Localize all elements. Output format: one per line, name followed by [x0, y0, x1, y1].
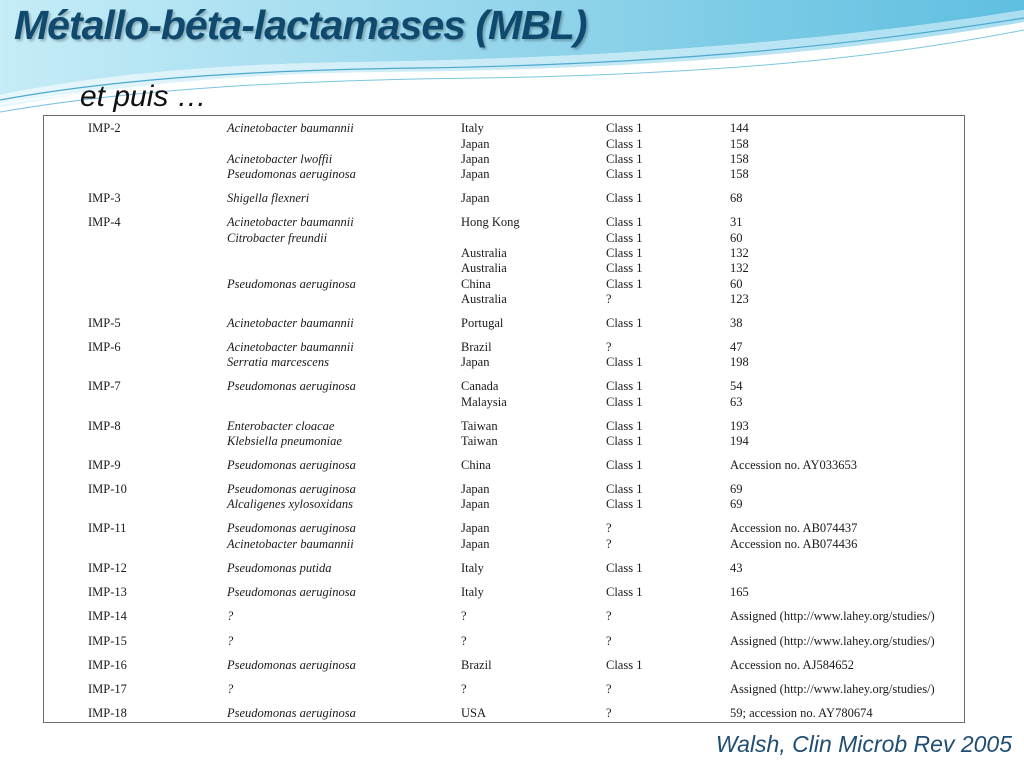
country-cell: Australia: [461, 292, 507, 306]
enzyme-cell: IMP-16: [88, 658, 127, 672]
table-row: [44, 418, 964, 434]
integron-cell: Class 1: [606, 355, 643, 369]
reference-cell: Accession no. AB074437: [730, 521, 858, 535]
country-cell: ?: [461, 634, 467, 648]
organism-cell: Pseudomonas aeruginosa: [227, 585, 356, 599]
table-row: [44, 315, 964, 331]
enzyme-cell: IMP-8: [88, 419, 121, 433]
table-row: [44, 260, 964, 276]
imp-table: [43, 115, 965, 723]
reference-cell: 31: [730, 215, 743, 229]
integron-cell: Class 1: [606, 246, 643, 260]
citation: Walsh, Clin Microb Rev 2005: [715, 731, 1012, 757]
country-cell: Malaysia: [461, 395, 507, 409]
integron-cell: Class 1: [606, 585, 643, 599]
table-row: [44, 560, 964, 576]
reference-cell: Accession no. AB074436: [730, 537, 858, 551]
integron-cell: Class 1: [606, 458, 643, 472]
table-row: [44, 433, 964, 449]
integron-cell: Class 1: [606, 152, 643, 166]
country-cell: Japan: [461, 191, 490, 205]
reference-cell: 69: [730, 482, 743, 496]
enzyme-cell: IMP-11: [88, 521, 127, 535]
table-row: [44, 496, 964, 512]
reference-cell: 144: [730, 121, 749, 135]
reference-cell: 47: [730, 340, 743, 354]
reference-cell: 54: [730, 379, 743, 393]
reference-cell: 59; accession no. AY780674: [730, 706, 873, 720]
organism-cell: Pseudomonas aeruginosa: [227, 277, 356, 291]
integron-cell: ?: [606, 537, 612, 551]
organism-cell: Klebsiella pneumoniae: [227, 434, 342, 448]
enzyme-cell: IMP-6: [88, 340, 121, 354]
enzyme-cell: IMP-9: [88, 458, 121, 472]
table-row: [44, 457, 964, 473]
organism-cell: Acinetobacter baumannii: [227, 215, 354, 229]
country-cell: Japan: [461, 521, 490, 535]
reference-cell: 194: [730, 434, 749, 448]
table-row: [44, 608, 964, 624]
enzyme-cell: IMP-15: [88, 634, 127, 648]
country-cell: ?: [461, 609, 467, 623]
organism-cell: ?: [227, 634, 234, 648]
integron-cell: Class 1: [606, 497, 643, 511]
country-cell: Canada: [461, 379, 499, 393]
table-row: [44, 190, 964, 206]
country-cell: USA: [461, 706, 487, 720]
country-cell: Portugal: [461, 316, 504, 330]
integron-cell: Class 1: [606, 121, 643, 135]
table-row: [44, 339, 964, 355]
enzyme-cell: IMP-10: [88, 482, 127, 496]
table-row: [44, 584, 964, 600]
integron-cell: Class 1: [606, 137, 643, 151]
table-row: [44, 136, 964, 152]
table-row: [44, 245, 964, 261]
country-cell: Taiwan: [461, 434, 498, 448]
organism-cell: Acinetobacter baumannii: [227, 316, 354, 330]
integron-cell: Class 1: [606, 482, 643, 496]
organism-cell: Pseudomonas aeruginosa: [227, 521, 356, 535]
organism-cell: ?: [227, 682, 234, 696]
integron-cell: Class 1: [606, 419, 643, 433]
enzyme-cell: IMP-4: [88, 215, 121, 229]
reference-cell: Assigned (http://www.lahey.org/studies/): [730, 682, 935, 696]
enzyme-cell: IMP-12: [88, 561, 127, 575]
enzyme-cell: IMP-18: [88, 706, 127, 720]
organism-cell: Acinetobacter baumannii: [227, 537, 354, 551]
slide-subtitle: et puis …: [80, 80, 207, 113]
integron-cell: Class 1: [606, 277, 643, 291]
enzyme-cell: IMP-7: [88, 379, 121, 393]
table-row: [44, 657, 964, 673]
reference-cell: 193: [730, 419, 749, 433]
integron-cell: ?: [606, 634, 612, 648]
organism-cell: ?: [227, 609, 234, 623]
country-cell: China: [461, 458, 491, 472]
table-row: [44, 536, 964, 552]
organism-cell: Alcaligenes xylosoxidans: [227, 497, 354, 511]
enzyme-cell: IMP-2: [88, 121, 121, 135]
organism-cell: Pseudomonas putida: [227, 561, 332, 575]
integron-cell: Class 1: [606, 215, 643, 229]
organism-cell: Pseudomonas aeruginosa: [227, 482, 356, 496]
country-cell: China: [461, 277, 491, 291]
table-row: [44, 166, 964, 182]
integron-cell: Class 1: [606, 316, 643, 330]
organism-cell: Serratia marcescens: [227, 355, 329, 369]
organism-cell: Acinetobacter lwoffii: [227, 152, 333, 166]
organism-cell: Pseudomonas aeruginosa: [227, 658, 356, 672]
country-cell: Hong Kong: [461, 215, 520, 229]
integron-cell: Class 1: [606, 191, 643, 205]
table-row: [44, 705, 964, 721]
integron-cell: ?: [606, 292, 612, 306]
reference-cell: 69: [730, 497, 743, 511]
reference-cell: 165: [730, 585, 749, 599]
reference-cell: 63: [730, 395, 743, 409]
organism-cell: Pseudomonas aeruginosa: [227, 458, 356, 472]
integron-cell: Class 1: [606, 379, 643, 393]
organism-cell: Acinetobacter baumannii: [227, 340, 354, 354]
reference-cell: 60: [730, 277, 743, 291]
organism-cell: Shigella flexneri: [227, 191, 310, 205]
table-row: [44, 394, 964, 410]
table-row: [44, 276, 964, 292]
country-cell: Brazil: [461, 658, 492, 672]
enzyme-cell: IMP-13: [88, 585, 127, 599]
integron-cell: ?: [606, 682, 612, 696]
country-cell: Italy: [461, 561, 484, 575]
reference-cell: 132: [730, 261, 749, 275]
country-cell: ?: [461, 682, 467, 696]
country-cell: Japan: [461, 355, 490, 369]
country-cell: Japan: [461, 167, 490, 181]
table-row: [44, 214, 964, 230]
organism-cell: Pseudomonas aeruginosa: [227, 379, 356, 393]
reference-cell: 123: [730, 292, 749, 306]
enzyme-cell: IMP-5: [88, 316, 121, 330]
table-row: [44, 354, 964, 370]
reference-cell: 198: [730, 355, 749, 369]
table-row: [44, 151, 964, 167]
integron-cell: Class 1: [606, 167, 643, 181]
table-row: [44, 481, 964, 497]
country-cell: Japan: [461, 497, 490, 511]
organism-cell: Enterobacter cloacae: [227, 419, 335, 433]
reference-cell: 68: [730, 191, 743, 205]
table-row: [44, 681, 964, 697]
table-row: [44, 291, 964, 307]
reference-cell: 38: [730, 316, 743, 330]
integron-cell: ?: [606, 609, 612, 623]
enzyme-cell: IMP-3: [88, 191, 121, 205]
reference-cell: Assigned (http://www.lahey.org/studies/): [730, 609, 935, 623]
organism-cell: Pseudomonas aeruginosa: [227, 706, 356, 720]
country-cell: Japan: [461, 482, 490, 496]
country-cell: Brazil: [461, 340, 492, 354]
integron-cell: Class 1: [606, 434, 643, 448]
integron-cell: Class 1: [606, 261, 643, 275]
organism-cell: Acinetobacter baumannii: [227, 121, 354, 135]
reference-cell: 43: [730, 561, 743, 575]
reference-cell: 60: [730, 231, 743, 245]
country-cell: Australia: [461, 261, 507, 275]
integron-cell: ?: [606, 706, 612, 720]
integron-cell: ?: [606, 521, 612, 535]
country-cell: Japan: [461, 137, 490, 151]
reference-cell: 132: [730, 246, 749, 260]
country-cell: Japan: [461, 152, 490, 166]
table-row: [44, 520, 964, 536]
integron-cell: Class 1: [606, 658, 643, 672]
integron-cell: Class 1: [606, 561, 643, 575]
reference-cell: 158: [730, 152, 749, 166]
integron-cell: Class 1: [606, 395, 643, 409]
reference-cell: Accession no. AJ584652: [730, 658, 854, 672]
organism-cell: Citrobacter freundii: [227, 231, 328, 245]
integron-cell: ?: [606, 340, 612, 354]
table-row: [44, 633, 964, 649]
reference-cell: 158: [730, 167, 749, 181]
reference-cell: Assigned (http://www.lahey.org/studies/): [730, 634, 935, 648]
organism-cell: Pseudomonas aeruginosa: [227, 167, 356, 181]
reference-cell: Accession no. AY033653: [730, 458, 857, 472]
table-row: [44, 120, 964, 136]
integron-cell: Class 1: [606, 231, 643, 245]
country-cell: Italy: [461, 121, 484, 135]
table-row: [44, 378, 964, 394]
country-cell: Italy: [461, 585, 484, 599]
country-cell: Japan: [461, 537, 490, 551]
table-row: [44, 230, 964, 246]
country-cell: Australia: [461, 246, 507, 260]
country-cell: Taiwan: [461, 419, 498, 433]
enzyme-cell: IMP-14: [88, 609, 127, 623]
reference-cell: 158: [730, 137, 749, 151]
enzyme-cell: IMP-17: [88, 682, 127, 696]
slide-title: Métallo-béta-lactamases (MBL): [14, 2, 587, 48]
